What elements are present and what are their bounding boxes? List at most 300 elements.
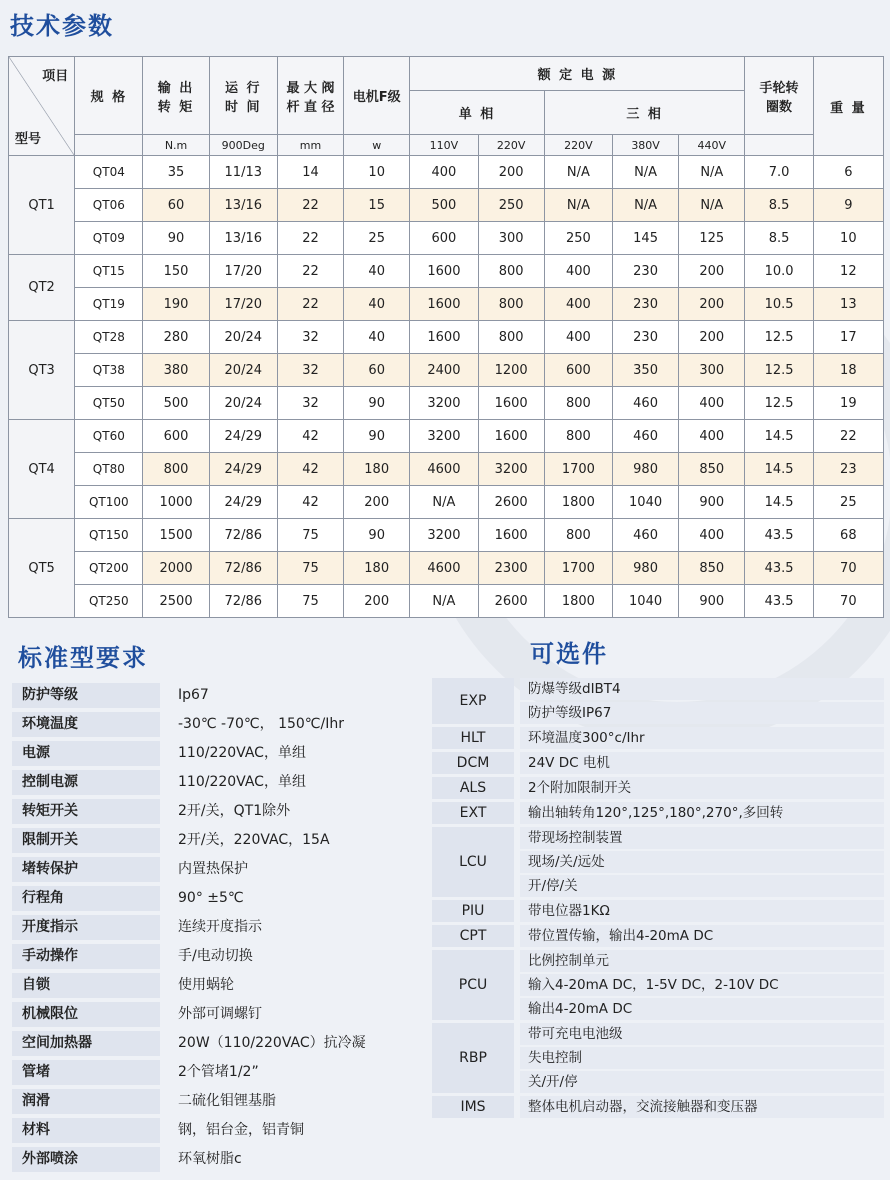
model-cell: QT3	[9, 321, 75, 420]
spec-cell: QT150	[75, 519, 143, 552]
value-cell: 1040	[612, 585, 678, 618]
option-description: 环境温度300°c/Ihr	[520, 727, 884, 749]
spec-cell: QT15	[75, 255, 143, 288]
requirement-value: 环氧树脂c	[160, 1147, 412, 1172]
requirement-value: 90° ±5℃	[160, 886, 412, 911]
requirement-label: 管堵	[12, 1060, 160, 1085]
option-description: 输出轴转角120°,125°,180°,270°,多回转	[520, 802, 884, 824]
option-description: 带现场控制装置	[520, 827, 884, 849]
value-cell: 72/86	[209, 585, 277, 618]
list-item	[12, 1145, 412, 1174]
value-cell: 14.5	[745, 420, 813, 453]
option-code: PCU	[432, 950, 514, 1020]
value-cell: 60	[344, 354, 410, 387]
value-cell: 1600	[410, 255, 478, 288]
list-item	[432, 1096, 884, 1118]
value-cell: 10.0	[745, 255, 813, 288]
requirement-label: 防护等级	[12, 683, 160, 708]
single-phase-header: 单 相	[410, 91, 544, 135]
value-cell: 22	[277, 288, 343, 321]
value-cell: 400	[544, 288, 612, 321]
value-cell: 200	[344, 486, 410, 519]
option-description: 防爆等级dIBT4	[520, 678, 884, 700]
value-cell: 11/13	[209, 156, 277, 189]
list-item	[12, 1029, 412, 1058]
value-cell: 15	[344, 189, 410, 222]
v220-unit: 220V	[478, 135, 544, 156]
list-item	[12, 1000, 412, 1029]
value-cell: 22	[277, 255, 343, 288]
spec-cell: QT80	[75, 453, 143, 486]
value-cell: 13/16	[209, 189, 277, 222]
value-cell: 12.5	[745, 321, 813, 354]
value-cell: 17/20	[209, 255, 277, 288]
value-cell: 12	[813, 255, 883, 288]
value-cell: 40	[344, 321, 410, 354]
value-cell: 42	[277, 453, 343, 486]
value-cell: N/A	[679, 189, 745, 222]
model-cell: QT4	[9, 420, 75, 519]
value-cell: N/A	[544, 189, 612, 222]
spec-cell: QT09	[75, 222, 143, 255]
table-row	[9, 189, 884, 222]
value-cell: 230	[612, 321, 678, 354]
list-item	[432, 827, 884, 897]
option-description: 整体电机启动器，交流接触器和变压器	[520, 1096, 884, 1118]
spec-cell: QT28	[75, 321, 143, 354]
value-cell: N/A	[544, 156, 612, 189]
option-description: 防护等级IP67	[520, 702, 884, 724]
value-cell: 1600	[478, 420, 544, 453]
value-cell: 200	[679, 321, 745, 354]
requirement-value: 外部可调螺钉	[160, 1002, 412, 1027]
list-item	[12, 913, 412, 942]
value-cell: 980	[612, 552, 678, 585]
value-cell: 180	[344, 552, 410, 585]
power-header: 额 定 电 源	[410, 57, 745, 91]
value-cell: 17	[813, 321, 883, 354]
value-cell: 400	[679, 387, 745, 420]
list-item	[12, 1087, 412, 1116]
requirement-value: 钢，铝台金，铝青铜	[160, 1118, 412, 1143]
v110-unit: 110V	[410, 135, 478, 156]
spec-cell: QT250	[75, 585, 143, 618]
value-cell: 200	[478, 156, 544, 189]
value-cell: 1700	[544, 552, 612, 585]
standard-requirements-list	[12, 681, 412, 1174]
value-cell: 800	[478, 288, 544, 321]
corner-header	[9, 57, 75, 156]
requirement-value: 20W（110/220VAC）抗冷凝	[160, 1031, 412, 1056]
value-cell: 800	[544, 519, 612, 552]
option-code: LCU	[432, 827, 514, 897]
option-code: CPT	[432, 925, 514, 947]
stem-header: 最 大 阀 杆 直 径	[277, 57, 343, 135]
value-cell: 190	[143, 288, 209, 321]
value-cell: 10	[813, 222, 883, 255]
model-cell: QT1	[9, 156, 75, 255]
value-cell: 200	[679, 288, 745, 321]
spec-header: 规 格	[75, 57, 143, 135]
spec-cell: QT50	[75, 387, 143, 420]
table-row	[9, 156, 884, 189]
requirement-value: 内置热保护	[160, 857, 412, 882]
table-row	[9, 288, 884, 321]
value-cell: 43.5	[745, 585, 813, 618]
list-item	[12, 710, 412, 739]
list-item	[12, 797, 412, 826]
value-cell: 200	[679, 255, 745, 288]
value-cell: 300	[478, 222, 544, 255]
spec-cell: QT38	[75, 354, 143, 387]
value-cell: 20/24	[209, 354, 277, 387]
optional-parts-list	[432, 678, 884, 1121]
motor-header: 电机F级	[344, 57, 410, 135]
table-row	[9, 387, 884, 420]
value-cell: 900	[679, 486, 745, 519]
list-item	[432, 678, 884, 724]
list-item	[432, 925, 884, 947]
value-cell: 2300	[478, 552, 544, 585]
list-item	[12, 768, 412, 797]
table-row	[9, 354, 884, 387]
requirement-label: 控制电源	[12, 770, 160, 795]
value-cell: 400	[544, 321, 612, 354]
value-cell: N/A	[410, 585, 478, 618]
value-cell: 250	[544, 222, 612, 255]
requirement-value: 2开/关，220VAC，15A	[160, 828, 412, 853]
spec-cell: QT06	[75, 189, 143, 222]
requirement-label: 自锁	[12, 973, 160, 998]
torque-unit: N.m	[143, 135, 209, 156]
value-cell: 460	[612, 420, 678, 453]
value-cell: 980	[612, 453, 678, 486]
requirement-label: 手动操作	[12, 944, 160, 969]
value-cell: 90	[143, 222, 209, 255]
spec-cell: QT19	[75, 288, 143, 321]
value-cell: 500	[410, 189, 478, 222]
value-cell: 90	[344, 420, 410, 453]
value-cell: 150	[143, 255, 209, 288]
value-cell: 125	[679, 222, 745, 255]
corner-bottom-label: 型号	[15, 132, 42, 147]
requirement-label: 堵转保护	[12, 857, 160, 882]
spec-cell: QT200	[75, 552, 143, 585]
value-cell: 400	[679, 519, 745, 552]
value-cell: 20/24	[209, 387, 277, 420]
option-description: 现场/关/远处	[520, 851, 884, 873]
value-cell: 900	[679, 585, 745, 618]
value-cell: 400	[410, 156, 478, 189]
optional-title: 可选件	[530, 640, 608, 668]
value-cell: 2500	[143, 585, 209, 618]
value-cell: 3200	[410, 420, 478, 453]
option-code: PIU	[432, 900, 514, 922]
value-cell: 3200	[410, 387, 478, 420]
requirement-value: 使用蜗轮	[160, 973, 412, 998]
value-cell: 72/86	[209, 519, 277, 552]
spec-cell: QT100	[75, 486, 143, 519]
requirement-value: 二硫化钼锂基脂	[160, 1089, 412, 1114]
list-item	[12, 1058, 412, 1087]
value-cell: 42	[277, 420, 343, 453]
value-cell: 7.0	[745, 156, 813, 189]
list-item	[12, 971, 412, 1000]
value-cell: 60	[143, 189, 209, 222]
handwheel-unit	[745, 135, 813, 156]
value-cell: 280	[143, 321, 209, 354]
requirement-value: 110/220VAC，单组	[160, 741, 412, 766]
requirement-label: 外部喷涂	[12, 1147, 160, 1172]
requirement-label: 行程角	[12, 886, 160, 911]
table-row	[9, 453, 884, 486]
requirement-label: 电源	[12, 741, 160, 766]
list-item	[432, 752, 884, 774]
value-cell: 4600	[410, 453, 478, 486]
value-cell: 1200	[478, 354, 544, 387]
option-description: 失电控制	[520, 1047, 884, 1069]
value-cell: 40	[344, 255, 410, 288]
requirement-label: 润滑	[12, 1089, 160, 1114]
value-cell: 1600	[478, 387, 544, 420]
requirement-value: 2个管堵1/2”	[160, 1060, 412, 1085]
requirement-label: 空间加热器	[12, 1031, 160, 1056]
option-description: 带电位器1KΩ	[520, 900, 884, 922]
value-cell: 24/29	[209, 453, 277, 486]
value-cell: 460	[612, 519, 678, 552]
stem-unit: mm	[277, 135, 343, 156]
value-cell: 1600	[478, 519, 544, 552]
value-cell: 180	[344, 453, 410, 486]
value-cell: 43.5	[745, 552, 813, 585]
value-cell: 600	[143, 420, 209, 453]
requirement-value: 连续开度指示	[160, 915, 412, 940]
value-cell: 22	[277, 222, 343, 255]
value-cell: 1500	[143, 519, 209, 552]
standard-title: 标准型要求	[18, 644, 148, 672]
torque-header: 输 出 转 矩	[143, 57, 209, 135]
value-cell: 75	[277, 519, 343, 552]
v220-3-unit: 220V	[544, 135, 612, 156]
value-cell: 300	[679, 354, 745, 387]
value-cell: 75	[277, 552, 343, 585]
list-item	[432, 727, 884, 749]
table-row	[9, 321, 884, 354]
value-cell: 600	[544, 354, 612, 387]
value-cell: 460	[612, 387, 678, 420]
value-cell: 20/24	[209, 321, 277, 354]
value-cell: 22	[277, 189, 343, 222]
model-cell: QT2	[9, 255, 75, 321]
value-cell: 43.5	[745, 519, 813, 552]
option-code: EXT	[432, 802, 514, 824]
value-cell: 230	[612, 255, 678, 288]
value-cell: 90	[344, 519, 410, 552]
time-header: 运 行 时 间	[209, 57, 277, 135]
value-cell: 32	[277, 321, 343, 354]
value-cell: 70	[813, 585, 883, 618]
value-cell: 32	[277, 387, 343, 420]
value-cell: 1800	[544, 585, 612, 618]
value-cell: 9	[813, 189, 883, 222]
requirement-label: 环境温度	[12, 712, 160, 737]
table-row	[9, 420, 884, 453]
table-row	[9, 255, 884, 288]
value-cell: 1800	[544, 486, 612, 519]
value-cell: 850	[679, 552, 745, 585]
three-phase-header: 三 相	[544, 91, 745, 135]
value-cell: 2600	[478, 486, 544, 519]
value-cell: 350	[612, 354, 678, 387]
list-item	[12, 826, 412, 855]
table-row	[9, 552, 884, 585]
spec-cell: QT60	[75, 420, 143, 453]
value-cell: 1600	[410, 321, 478, 354]
specs-title: 技术参数	[10, 12, 114, 40]
list-item	[432, 1023, 884, 1093]
value-cell: N/A	[679, 156, 745, 189]
spec-cell: QT04	[75, 156, 143, 189]
requirement-value: -30℃ -70℃， 150℃/Ihr	[160, 712, 412, 737]
value-cell: 12.5	[745, 354, 813, 387]
value-cell: 25	[813, 486, 883, 519]
list-item	[432, 900, 884, 922]
model-cell: QT5	[9, 519, 75, 618]
value-cell: 32	[277, 354, 343, 387]
requirement-value: 110/220VAC，单组	[160, 770, 412, 795]
value-cell: 600	[410, 222, 478, 255]
requirement-label: 转矩开关	[12, 799, 160, 824]
value-cell: 250	[478, 189, 544, 222]
value-cell: N/A	[612, 156, 678, 189]
requirement-value: 手/电动切换	[160, 944, 412, 969]
option-description: 2个附加限制开关	[520, 777, 884, 799]
value-cell: 13	[813, 288, 883, 321]
v440-unit: 440V	[679, 135, 745, 156]
requirement-label: 开度指示	[12, 915, 160, 940]
option-code: IMS	[432, 1096, 514, 1118]
table-row	[9, 585, 884, 618]
option-code: HLT	[432, 727, 514, 749]
option-code: ALS	[432, 777, 514, 799]
value-cell: 12.5	[745, 387, 813, 420]
option-description: 比例控制单元	[520, 950, 884, 972]
value-cell: 200	[344, 585, 410, 618]
value-cell: 1000	[143, 486, 209, 519]
value-cell: 18	[813, 354, 883, 387]
table-row	[9, 222, 884, 255]
value-cell: 68	[813, 519, 883, 552]
option-description: 输入4-20mA DC，1-5V DC，2-10V DC	[520, 974, 884, 996]
value-cell: 40	[344, 288, 410, 321]
corner-top-label: 项目	[42, 69, 69, 84]
list-item	[432, 777, 884, 799]
requirement-value: Ip67	[160, 683, 412, 708]
value-cell: 24/29	[209, 486, 277, 519]
value-cell: 72/86	[209, 552, 277, 585]
option-description: 开/停/关	[520, 875, 884, 897]
option-description: 带位置传输，输出4-20mA DC	[520, 925, 884, 947]
value-cell: 42	[277, 486, 343, 519]
handwheel-header: 手轮转 圈数	[745, 57, 813, 135]
value-cell: 14.5	[745, 486, 813, 519]
value-cell: 24/29	[209, 420, 277, 453]
value-cell: 800	[478, 321, 544, 354]
requirement-label: 机械限位	[12, 1002, 160, 1027]
value-cell: 380	[143, 354, 209, 387]
value-cell: 1600	[410, 288, 478, 321]
value-cell: 2600	[478, 585, 544, 618]
list-item	[12, 884, 412, 913]
value-cell: N/A	[410, 486, 478, 519]
spec-unit	[75, 135, 143, 156]
motor-unit: w	[344, 135, 410, 156]
weight-header: 重 量	[813, 57, 883, 156]
value-cell: 1700	[544, 453, 612, 486]
value-cell: 145	[612, 222, 678, 255]
value-cell: 850	[679, 453, 745, 486]
table-row	[9, 486, 884, 519]
value-cell: 800	[544, 387, 612, 420]
value-cell: 14	[277, 156, 343, 189]
value-cell: N/A	[612, 189, 678, 222]
value-cell: 3200	[478, 453, 544, 486]
list-item	[432, 802, 884, 824]
value-cell: 800	[478, 255, 544, 288]
value-cell: 6	[813, 156, 883, 189]
v380-unit: 380V	[612, 135, 678, 156]
value-cell: 13/16	[209, 222, 277, 255]
option-code: EXP	[432, 678, 514, 724]
list-item	[432, 950, 884, 1020]
option-description: 带可充电电池级	[520, 1023, 884, 1045]
list-item	[12, 681, 412, 710]
list-item	[12, 739, 412, 768]
specs-table-body	[9, 156, 884, 618]
value-cell: 75	[277, 585, 343, 618]
value-cell: 1040	[612, 486, 678, 519]
value-cell: 10.5	[745, 288, 813, 321]
value-cell: 2400	[410, 354, 478, 387]
value-cell: 400	[679, 420, 745, 453]
table-row	[9, 519, 884, 552]
list-item	[12, 855, 412, 884]
requirement-label: 限制开关	[12, 828, 160, 853]
option-code: DCM	[432, 752, 514, 774]
value-cell: 3200	[410, 519, 478, 552]
list-item	[12, 1116, 412, 1145]
value-cell: 2000	[143, 552, 209, 585]
time-unit: 900Deg	[209, 135, 277, 156]
requirement-label: 材料	[12, 1118, 160, 1143]
value-cell: 90	[344, 387, 410, 420]
value-cell: 23	[813, 453, 883, 486]
value-cell: 8.5	[745, 222, 813, 255]
value-cell: 800	[143, 453, 209, 486]
value-cell: 35	[143, 156, 209, 189]
specs-table	[8, 56, 884, 618]
value-cell: 400	[544, 255, 612, 288]
value-cell: 17/20	[209, 288, 277, 321]
requirement-value: 2开/关，QT1除外	[160, 799, 412, 824]
value-cell: 230	[612, 288, 678, 321]
option-description: 输出4-20mA DC	[520, 998, 884, 1020]
value-cell: 500	[143, 387, 209, 420]
option-description: 24V DC 电机	[520, 752, 884, 774]
list-item	[12, 942, 412, 971]
value-cell: 10	[344, 156, 410, 189]
value-cell: 25	[344, 222, 410, 255]
